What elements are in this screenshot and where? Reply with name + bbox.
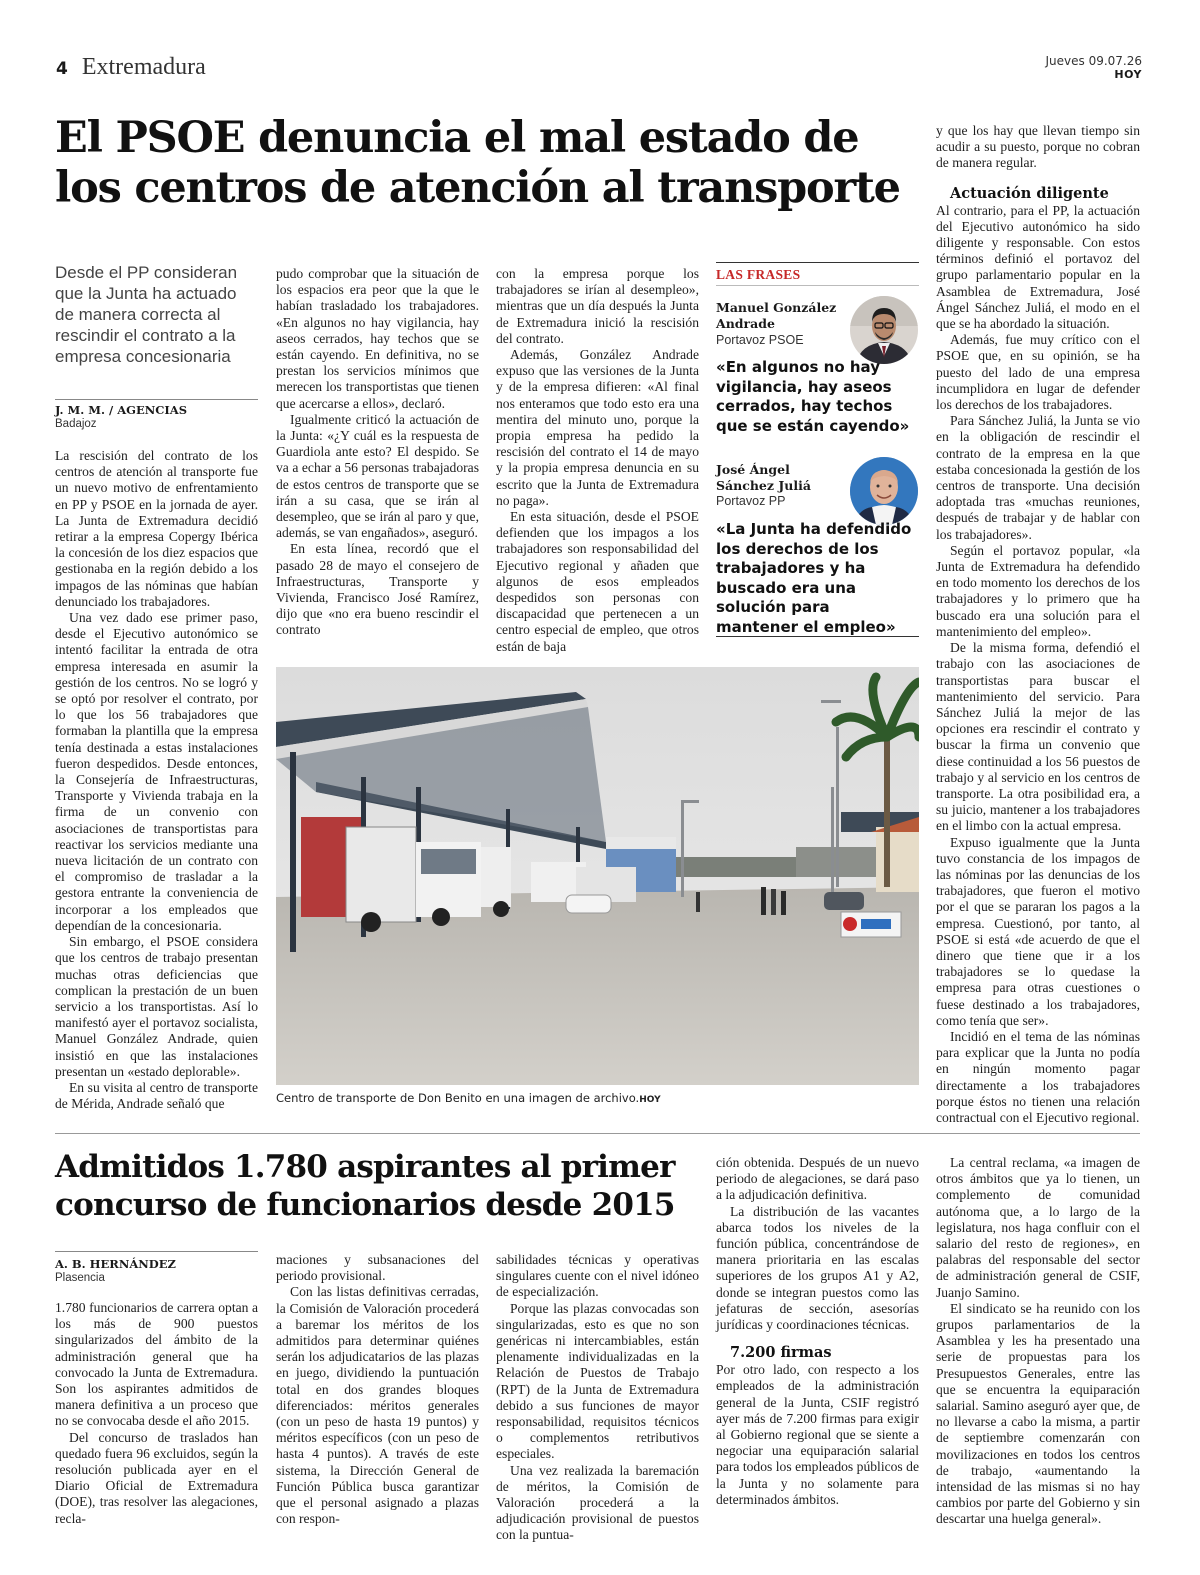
page-header — [56, 54, 206, 81]
paragraph: ción obtenida. Después de un nuevo periodo de alegaciones, se dará paso a la adjudicación definitiva. — [716, 1155, 919, 1203]
photo-credit: HOY — [639, 1095, 661, 1105]
paragraph: Además, fue muy crítico con el PSOE que, en su opinión, se ha puesto del lado de una empresa incumplidora en lugar de defender los derechos de los trabajadores. — [936, 332, 1140, 413]
paragraph: maciones y subsanaciones del periodo provisional. — [276, 1252, 479, 1284]
paragraph: y que los hay que llevan tiempo sin acudir a su puesto, porque no cobran de manera regular. — [936, 123, 1140, 171]
paragraph: Según el portavoz popular, «la Junta de Extremadura ha defendido en todo momento los derechos de los trabajadores y lo primero que ha buscado era una solución para el mantenimiento del empleo». — [936, 542, 1140, 639]
byline-rule — [55, 1251, 258, 1252]
speaker2-role: Portavoz PP — [716, 494, 786, 508]
speaker1-role: Portavoz PSOE — [716, 333, 804, 347]
paragraph: El sindicato se ha reunido con los grupos parlamentarios de la Asamblea y les ha presentado una serie de propuestas para los Presupuestos Generales, entre las que se encuentra la equiparación salarial. Samino aseguró ayer que, de no llevarse a cabo la misma, a partir de septiembre comenzarán con movilizaciones en todos los centros de trabajo, «aumentando la intensidad de las mismas si no hay cambios por parte del Gobierno y sin descartar una huelga general». — [936, 1300, 1140, 1527]
article1-photo — [276, 667, 919, 1085]
article1-column-2 — [276, 266, 479, 639]
frases-bottom-rule — [716, 636, 919, 637]
paragraph: Porque las plazas convocadas son singularizadas, esto es que no son genéricas ni intercambiables, están plenamente individualizadas en la Relación de Puestos de Trabajo (RPT) de la Junta de Extremadura debido a sus funciones de mayor responsabilidad, requisitos técnicos o complementos retributivos especiales. — [496, 1300, 699, 1462]
quote-2: «La Junta ha defendido los derechos de los trabajadores y ha buscado era una solución para mantener el empleo» — [716, 520, 912, 636]
speaker1-name: Manuel González Andrade — [716, 300, 837, 331]
paragraph: Sin embargo, el PSOE considera que los centros de trabajo presentan muchas otras deficiencias que complican la prestación de un buen servicio a los transportistas. Así lo manifestó ayer el portavoz socialista, Manuel González Andrade, quien insistió en que las instalaciones presentan un «estado deplorable». — [55, 934, 258, 1079]
header-date-brand — [1045, 54, 1142, 81]
article1-place: Badajoz — [55, 418, 97, 430]
article1-headline: El PSOE denuncia el mal estado de los centros de atención al transporte — [55, 113, 900, 213]
quote-1: «En algunos no hay vigilancia, hay aseos cerrados, hay techos que se están cayendo» — [716, 358, 910, 435]
portrait-man-bald-icon — [850, 457, 918, 525]
article1-subhead: Desde el PP consideran que la Junta ha actuado de manera correcta al rescindir el contrato a la empresa concesionaria — [55, 263, 238, 366]
issue-date: Jueves 09.07.26 — [1045, 54, 1142, 68]
paragraph: Para Sánchez Juliá, la Junta se vio en la obligación de rescindir el contrato de la empresa en la que estaba concesionada la gestión de los centros de transporte. Una decisión adoptada tras «muchas reuniones, después de trabajar y de hablar con los trabajadores». — [936, 413, 1140, 542]
frases-title: LAS FRASES — [716, 267, 801, 282]
article1-column-3 — [496, 266, 699, 655]
paragraph: pudo comprobar que la situación de los espacios era peor que la que le habían trasladado los trabajadores. «En algunos no hay vigilancia, hay aseos cerrados, hay techos que se están cayendo. En definitiva, no se prestan los servicios mínimos que merecen los transportistas que tienen que acercarse a ellos», declaró. — [276, 266, 479, 411]
article2-column-2 — [276, 1252, 479, 1527]
column-subtitle: Actuación diligente — [950, 184, 1109, 202]
paragraph: Por otro lado, con respecto a los empleados de la administración general de la Junta, CSIF registró ayer más de 7.200 firmas para exigir al Gobierno regional que se siente a negociar una equiparación salarial para todos los empleados públicos de la Junta y no solamente para determinados ámbitos. — [716, 1362, 919, 1507]
paragraph: 1.780 funcionarios de carrera optan a los más de 900 puestos singularizados del ámbito de la administración general que ha convocado la Junta de Extremadura. Son los aspirantes admitidos de manera definitiva a un proceso que no se convocaba desde el año 2015. — [55, 1300, 258, 1429]
portrait-man-glasses-icon — [850, 296, 918, 364]
article1-byline: J. M. M. / AGENCIAS — [55, 403, 188, 417]
speaker2-name: José Ángel Sánchez Juliá — [716, 462, 811, 493]
paragraph: Expuso igualmente que la Junta tuvo constancia de los impagos de las nóminas por las denuncias de los trabajadores, que fueron el motivo por el que se pararan los pagos a la empresa. Cuestionó, por tanto, al PSOE si está «de acuerdo de que el dinero que tiene que ir a los trabajadores se lo quedase la empresa para otras cuestiones o fuese destinado a los trabajadores, como tenía que ser». — [936, 834, 1140, 1028]
frases-title-rule — [716, 285, 919, 286]
paragraph: Igualmente criticó la actuación de la Junta: «¿Y cuál es la respuesta de Guardiola ante esto? El despido. Se va a echar a 56 personas trabajadoras de estos centros de transporte que se irán a su casa, que se irán al desempleo, que se irán al paro y que, además, se van engañados», aseguró. — [276, 411, 479, 541]
caption-text: Centro de transporte de Don Benito en una imagen de archivo. — [276, 1091, 640, 1105]
paragraph: Una vez dado ese primer paso, desde el Ejecutivo autonómico se intentó facilitar la entrada de otra empresa interesada en asumir la gestión de los centros. No se logró y se optó por resolver el contrato, por lo que los 56 trabajadores que formaban la plantilla que la empresa tenía destinada a estas instalaciones fueron despedidos. Desde entonces, la Consejería de Infraestructuras, Transporte y Vivienda trabaja en la firma de un convenio con asociaciones de transportistas para reactivar los servicios mediante una nueva licitación de un contrato con el compromiso de trasladar a la gestora entrante la conveniencia de incorporar a los empleados que dependían de la concesionaria. — [55, 610, 258, 933]
column-subtitle: 7.200 firmas — [730, 1344, 832, 1362]
speaker1-portrait — [850, 296, 918, 364]
paragraph: En su visita al centro de transporte de Mérida, Andrade señaló que — [55, 1079, 258, 1112]
article2-place: Plasencia — [55, 1272, 105, 1284]
article2-column-4 — [716, 1155, 919, 1508]
section-name: Extremadura — [81, 54, 206, 80]
section-divider — [55, 1133, 1140, 1134]
paragraph: sabilidades técnicas y operativas singulares cuente con el nivel idóneo de especialización. — [496, 1252, 699, 1300]
paragraph: De la misma forma, defendió el trabajo con las asociaciones de transportistas para buscar el mantenimiento del servicio. Para Sánchez Juliá la mejor de las opciones era rescindir el contrato y buscar la firma un convenio que diese continuidad a los 56 puestos de trabajo y al servicio en los centros de transporte. La otra posibilidad era, a su juicio, mantener a los trabajadores en el limbo con la actual empresa. — [936, 640, 1140, 834]
article2-column-1 — [55, 1300, 258, 1527]
paragraph: Con las listas definitivas cerradas, la Comisión de Valoración procederá a baremar los méritos de los admitidos para determinar quiénes serán los adjudicatarios de las plazas en juego, dividiendo la puntuación total en dos grandes bloques diferenciados: méritos generales (con un peso de hasta 19 puntos) y méritos específicos (con un peso de hasta 4 puntos). A través de este sistema, la Dirección General de Función Pública busca garantizar que el personal asignado a plazas con respon- — [276, 1284, 479, 1527]
paragraph: En esta situación, desde el PSOE defienden que los impagos a los trabajadores son responsabilidad del Ejecutivo regional y añaden que algunos de esos empleados despedidos son personas con discapacidad que pertenecen a un centro especial de empleo, que otros están de baja — [496, 509, 699, 654]
paragraph: con la empresa porque los trabajadores se irían al desempleo», mientras que un día después la Junta de Extremadura inició la rescisión del contrato. — [496, 266, 699, 346]
paragraph: Del concurso de traslados han quedado fuera 96 excluidos, según la resolución publicada ayer en el Diario Oficial de Extremadura (DOE), tras resolver las alegaciones, recla- — [55, 1429, 258, 1526]
paragraph: Una vez realizada la baremación de méritos, la Comisión de Valoración procederá a la adjudicación provisional de puestos con la puntua- — [496, 1462, 699, 1543]
article1-column-5 — [936, 123, 1140, 1126]
transport-center-photo — [276, 667, 919, 1085]
article2-column-5 — [936, 1155, 1140, 1528]
newspaper-brand: HOY — [1114, 68, 1142, 81]
article2-headline: Admitidos 1.780 aspirantes al primer concurso de funcionarios desde 2015 — [55, 1149, 675, 1223]
frases-top-rule — [716, 262, 919, 263]
article2-column-3 — [496, 1252, 699, 1544]
page-number: 4 — [56, 59, 68, 79]
article2-byline: A. B. HERNÁNDEZ — [55, 1257, 176, 1271]
paragraph: La central reclama, «a imagen de otros ámbitos que ya lo tienen, un complemento de comunidad autónoma que, a lo largo de la legislatura, nos haga confluir con el salario del resto de regiones», en palabras del responsable del sector de administración general de CSIF, Juanjo Samino. — [936, 1155, 1140, 1300]
paragraph: Además, González Andrade expuso que las versiones de la Junta y de la empresa difieren: «Al final nos enteramos que todo esto era una mentira del minuto uno, porque la propia empresa ha pedido la rescisión del contrato el 14 de mayo y la propia empresa denuncia en su escrito que la Junta de Extremadura no paga». — [496, 347, 699, 508]
byline-rule — [55, 399, 258, 400]
photo-caption — [276, 1091, 661, 1105]
speaker2-portrait — [850, 457, 918, 525]
paragraph: En esta línea, recordó que el pasado 28 de mayo el consejero de Infraestructuras, Transporte y Vivienda, Francisco José Ramírez, dijo que «no era bueno rescindir el contrato — [276, 541, 479, 638]
paragraph: Al contrario, para el PP, la actuación del Ejecutivo autonómico ha sido diligente y responsable. Con estos términos definió el portavoz del grupo parlamentario popular en la Asamblea de Extremadura, José Ángel Sánchez Juliá, el modo en el que se ha abordado la situación. — [936, 202, 1140, 332]
paragraph: La distribución de las vacantes abarca todos los niveles de la función pública, concentrándose de manera prioritaria en las escalas superiores de los grupos A1 y A2, donde se integran puestos como las jefaturas de sección, asesorías jurídicas y coordinaciones técnicas. — [716, 1203, 919, 1333]
paragraph: Incidió en el tema de las nóminas para explicar que la Junta no podía en ningún momento pagar directamente a los trabajadores porque éstos no tienen una relación contractual con el Ejecutivo regional. — [936, 1028, 1140, 1125]
article1-column-1 — [55, 448, 258, 1112]
paragraph: La rescisión del contrato de los centros de atención al transporte fue un nuevo motivo de enfrentamiento en PP y PSOE en la jornada de ayer. La Junta de Extremadura decidió retirar a la empresa Copergy Ibérica la concesión de los diez espacios que gestionaba en la región debido a los impagos de las nóminas que habían denunciado los trabajadores. — [55, 448, 258, 609]
